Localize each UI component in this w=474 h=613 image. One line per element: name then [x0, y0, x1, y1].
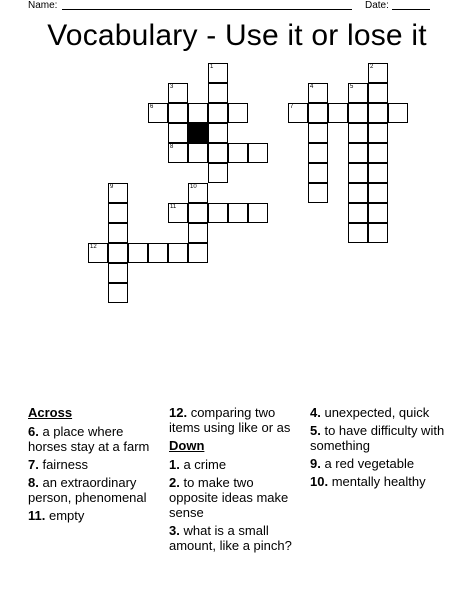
clue-number: 4 — [310, 84, 314, 90]
grid-cell[interactable] — [208, 103, 228, 123]
clue-num: 9. — [310, 456, 321, 471]
clue-text: what is a small amount, like a pinch? — [169, 523, 292, 553]
grid-cell[interactable] — [308, 183, 328, 203]
clue-num: 2. — [169, 475, 180, 490]
grid-cell[interactable] — [188, 203, 208, 223]
grid-cell[interactable] — [288, 103, 308, 123]
grid-cell[interactable] — [168, 123, 188, 143]
grid-cell[interactable] — [308, 143, 328, 163]
clue-text: fairness — [42, 457, 88, 472]
grid-cell[interactable] — [188, 103, 208, 123]
clue-num: 12. — [169, 405, 188, 420]
name-label: Name: — [28, 0, 58, 11]
grid-cell[interactable] — [348, 223, 368, 243]
grid-cell[interactable] — [128, 243, 148, 263]
grid-cell[interactable] — [368, 83, 388, 103]
clue-text: to make two opposite ideas make sense — [169, 475, 289, 520]
clue-number: 10 — [190, 184, 197, 190]
clue-number: 6 — [150, 104, 154, 110]
clue-item — [28, 475, 164, 505]
clue-text: a crime — [183, 457, 227, 472]
grid-cell[interactable] — [248, 143, 268, 163]
clue-item — [169, 523, 305, 553]
clue-text: to have difficulty with something — [310, 423, 445, 453]
grid-cell[interactable] — [368, 63, 388, 83]
clue-text: a red vegetable — [324, 456, 415, 471]
clue-column-1 — [28, 405, 164, 526]
clue-number: 9 — [110, 184, 114, 190]
grid-cell[interactable] — [368, 223, 388, 243]
clue-number: 7 — [290, 104, 294, 110]
grid-cell[interactable] — [368, 163, 388, 183]
grid-cell[interactable] — [168, 103, 188, 123]
clue-text: comparing two items using like or as — [169, 405, 291, 435]
grid-cell[interactable] — [308, 163, 328, 183]
grid-cell[interactable] — [348, 183, 368, 203]
clue-text: an extraordinary person, phenomenal — [28, 475, 147, 505]
grid-cell[interactable] — [208, 83, 228, 103]
clue-num: 4. — [310, 405, 321, 420]
grid-cell[interactable] — [208, 143, 228, 163]
clue-number: 1 — [210, 64, 214, 70]
grid-cell[interactable] — [348, 203, 368, 223]
clue-num: 7. — [28, 457, 39, 472]
grid-cell[interactable] — [108, 263, 128, 283]
grid-cell[interactable] — [108, 283, 128, 303]
blocked-cell — [188, 123, 208, 143]
grid-cell[interactable] — [188, 243, 208, 263]
grid-cell[interactable] — [348, 123, 368, 143]
grid-cell[interactable] — [168, 83, 188, 103]
grid-cell[interactable] — [208, 203, 228, 223]
grid-cell[interactable] — [108, 223, 128, 243]
clue-item — [28, 457, 164, 472]
grid-cell[interactable] — [308, 123, 328, 143]
clue-item — [169, 405, 305, 435]
clue-number: 12 — [90, 244, 97, 250]
grid-cell[interactable] — [168, 143, 188, 163]
grid-cell[interactable] — [328, 103, 348, 123]
clue-text: empty — [48, 508, 85, 523]
grid-cell[interactable] — [148, 243, 168, 263]
clue-text: mentally healthy — [331, 474, 426, 489]
grid-cell[interactable] — [168, 203, 188, 223]
grid-cell[interactable] — [108, 183, 128, 203]
grid-cell[interactable] — [228, 103, 248, 123]
clue-num: 8. — [28, 475, 39, 490]
grid-cell[interactable] — [308, 103, 328, 123]
clue-text: a place where horses stay at a farm — [28, 424, 150, 454]
clue-item — [169, 457, 305, 472]
grid-cell[interactable] — [348, 163, 368, 183]
clue-num: 1. — [169, 457, 180, 472]
grid-cell[interactable] — [388, 103, 408, 123]
grid-cell[interactable] — [108, 203, 128, 223]
clue-item — [310, 405, 450, 420]
clue-number: 5 — [350, 84, 354, 90]
clue-column-2 — [169, 405, 305, 556]
grid-cell[interactable] — [188, 183, 208, 203]
clue-column-3 — [310, 405, 450, 492]
clue-item — [169, 475, 305, 520]
grid-cell[interactable] — [368, 103, 388, 123]
grid-cell[interactable] — [168, 243, 188, 263]
grid-cell[interactable] — [348, 83, 368, 103]
clue-num: 10. — [310, 474, 329, 489]
clue-item — [310, 474, 450, 489]
grid-cell[interactable] — [108, 243, 128, 263]
grid-cell[interactable] — [208, 63, 228, 83]
grid-cell[interactable] — [368, 143, 388, 163]
grid-cell[interactable] — [148, 103, 168, 123]
grid-cell[interactable] — [368, 183, 388, 203]
clue-text: unexpected, quick — [324, 405, 430, 420]
grid-cell[interactable] — [308, 83, 328, 103]
clue-num: 3. — [169, 523, 180, 538]
clue-item — [310, 456, 450, 471]
date-label: Date: — [365, 0, 389, 11]
clue-number: 3 — [170, 84, 174, 90]
grid-cell[interactable] — [228, 143, 248, 163]
grid-cell[interactable] — [348, 143, 368, 163]
clue-number: 2 — [370, 64, 374, 70]
clue-item — [28, 424, 164, 454]
clue-number: 11 — [170, 204, 177, 210]
grid-cell[interactable] — [88, 243, 108, 263]
grid-cell[interactable] — [368, 123, 388, 143]
grid-cell[interactable] — [188, 143, 208, 163]
grid-cell[interactable] — [208, 163, 228, 183]
clue-number: 8 — [170, 144, 174, 150]
clue-num: 6. — [28, 424, 39, 439]
down-heading: Down — [169, 438, 205, 453]
grid-cell[interactable] — [228, 203, 248, 223]
grid-cell[interactable] — [248, 203, 268, 223]
clue-num: 5. — [310, 423, 321, 438]
across-heading: Across — [28, 405, 73, 420]
grid-cell[interactable] — [208, 123, 228, 143]
clue-item — [310, 423, 450, 453]
page-title: Vocabulary - Use it or lose it — [47, 19, 427, 52]
grid-cell[interactable] — [368, 203, 388, 223]
grid-cell[interactable] — [348, 103, 368, 123]
clue-num: 11. — [28, 508, 46, 523]
clue-item — [28, 508, 164, 523]
grid-cell[interactable] — [188, 223, 208, 243]
